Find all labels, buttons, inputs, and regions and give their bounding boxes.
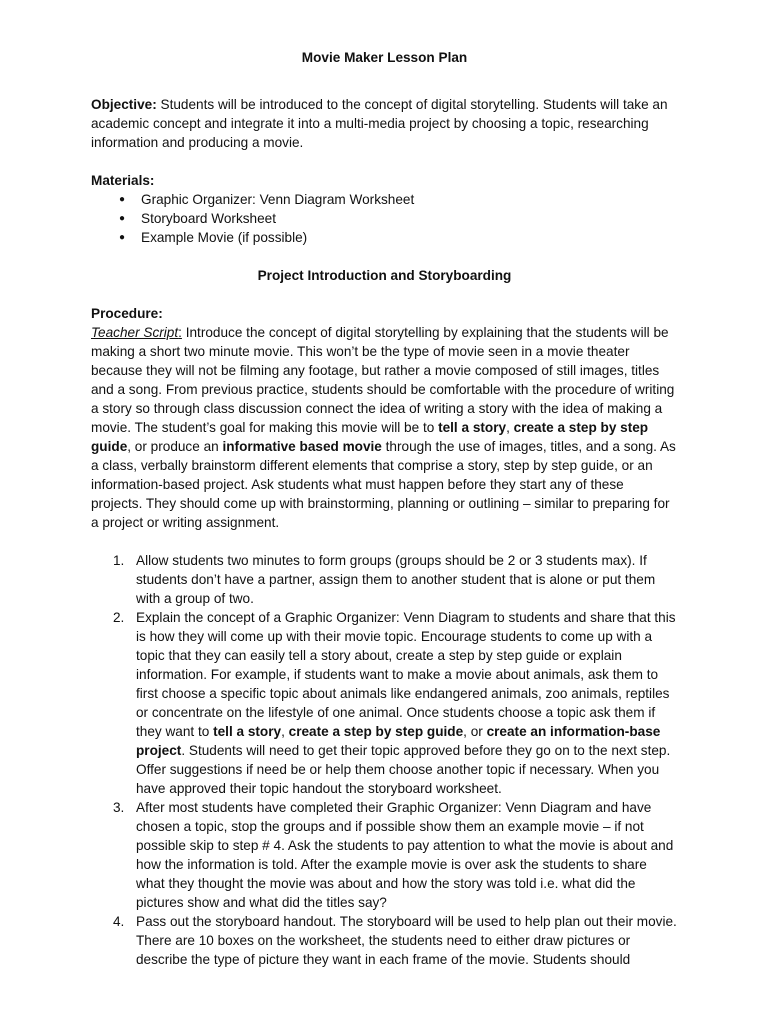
procedure-text: , <box>506 420 514 435</box>
procedure-label: Procedure: <box>91 306 163 321</box>
step-text: . Students will need to get their topic approved before they go on to the next step. Offer suggestions if need be or help them choose another topic if necessary. When you have approved their topic handout the storyboard worksheet. <box>136 743 671 796</box>
step-number: 2. <box>113 610 125 625</box>
step-bold-text: tell a story <box>213 724 282 739</box>
procedure-bold-text: create a step by step guide <box>91 420 649 454</box>
list-item <box>91 551 678 608</box>
procedure-bold-text: tell a story <box>438 420 507 435</box>
procedure-bold-text: informative based movie <box>222 439 382 454</box>
bullet-icon: ● <box>119 213 126 224</box>
document-title: Movie Maker Lesson Plan <box>301 50 468 65</box>
step-text: Pass out the storyboard handout. The storyboard will be used to help plan out their movie. There are 10 boxes on the worksheet, the students need to either draw pictures or describe the type of picture they want in each frame of the movie. Students should <box>136 914 677 967</box>
procedure-paragraph <box>91 323 678 532</box>
step-text: Allow students two minutes to form groups (groups should be 2 or 3 students max). If students don’t have a partner, assign them to another student that is alone or put them with a group of two. <box>136 553 656 606</box>
materials-list <box>91 190 678 247</box>
step-text: After most students have completed their Graphic Organizer: Venn Diagram and have chosen a topic, stop the groups and if possible show them an example movie – if not possible skip to step # 4. Ask the students to pay attention to what the movie is about and how the information is told. After the example movie is over ask the students to share what they thought the movie was about and how the story was told i.e. what did the pictures show and what did the titles say? <box>136 800 674 910</box>
bullet-icon: ● <box>119 232 126 243</box>
teacher-script-label: Teacher Script <box>91 325 179 340</box>
step-number: 4. <box>113 914 125 929</box>
list-item <box>119 209 678 228</box>
objective-text: Students will be introduced to the concept of digital storytelling. Students will take an academic concept and integrate it into a multi-media project by choosing a topic, researching information and producing a movie. <box>91 97 668 150</box>
step-number: 3. <box>113 800 125 815</box>
material-item-text: Graphic Organizer: Venn Diagram Worksheet <box>141 192 415 207</box>
material-item-text: Storyboard Worksheet <box>141 211 276 226</box>
list-item <box>119 228 678 247</box>
materials-label: Materials: <box>91 173 155 188</box>
bullet-icon: ● <box>119 194 126 205</box>
step-text: , or <box>463 724 487 739</box>
step-number: 1. <box>113 553 125 568</box>
step-bold-text: create an information-base project <box>136 724 661 758</box>
section-heading: Project Introduction and Storyboarding <box>257 268 512 283</box>
step-text: Explain the concept of a Graphic Organizer: Venn Diagram to students and share that this is how they will come up with their movie topic. Encourage students to come up with a topic that they can easily tell a story about, create a step by step guide or explain information. For example, if students want to make a movie about animals, ask them to first choose a specific topic about animals like endangered animals, zoo animals, reptiles or concentrate on the lifestyle of one animal. Once students choose a topic ask them if they want to <box>136 610 676 739</box>
list-item <box>91 608 678 798</box>
procedure-text: Introduce the concept of digital storytelling by explaining that the students will be making a short two minute movie. This won’t be the type of movie seen in a movie theater because they will not be filming any footage, but rather a movie composed of still images, titles and a song. From previous practice, students should be comfortable with the procedure of writing a story so through class discussion connect the idea of writing a story with the idea of making a movie. The student’s goal for making this movie will be to <box>91 325 675 435</box>
step-text: , <box>281 724 289 739</box>
step-bold-text: create a step by step guide <box>288 724 464 739</box>
material-item-text: Example Movie (if possible) <box>141 230 308 245</box>
objective-paragraph <box>91 95 678 152</box>
objective-label: Objective: <box>91 97 157 112</box>
list-item <box>91 798 678 912</box>
materials-section <box>91 171 678 247</box>
list-item <box>91 912 678 969</box>
procedure-text: through the use of images, titles, and a song. As a class, verbally brainstorm different elements that comprise a story, step by step guide, or an information-based project. Ask students what must happen before they start any of these projects. They should come up with brainstorming, planning or outlining – similar to preparing for a project or writing assignment. <box>91 439 676 530</box>
list-item <box>119 190 678 209</box>
procedure-text: , or produce an <box>127 439 223 454</box>
steps-list <box>91 551 678 969</box>
teacher-script-colon: : <box>178 325 182 340</box>
